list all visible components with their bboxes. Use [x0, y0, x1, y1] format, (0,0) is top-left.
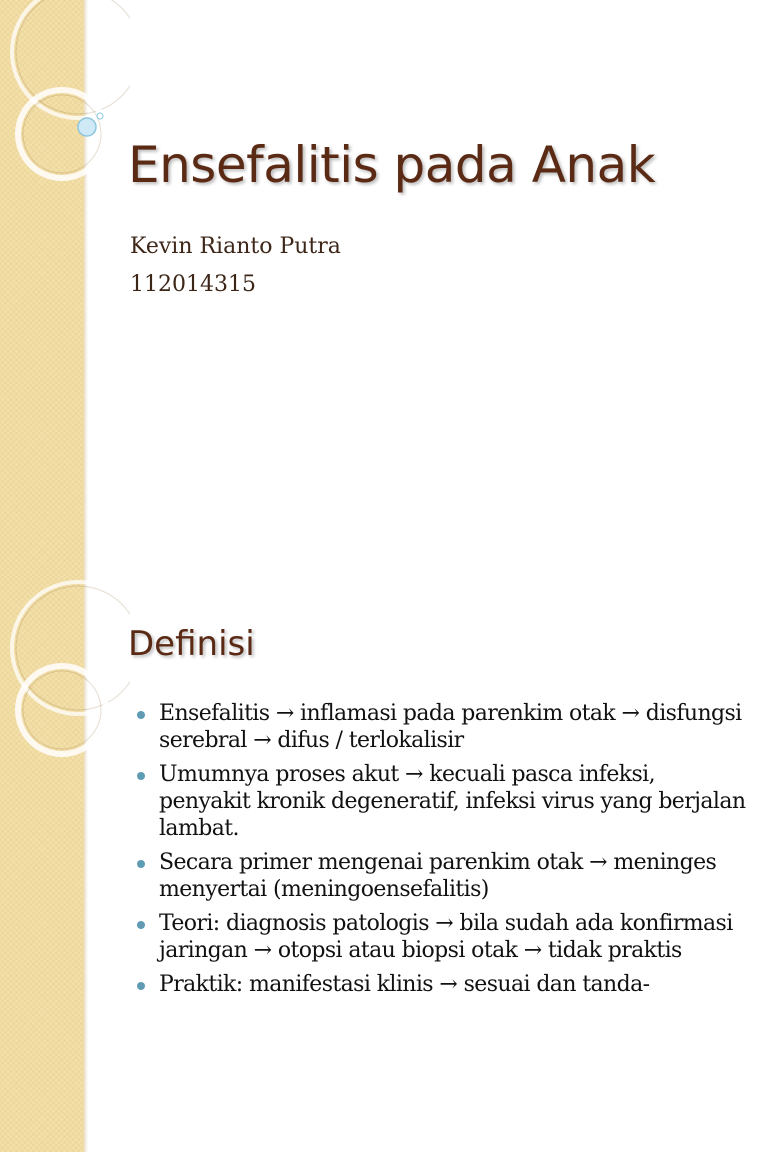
- bullet-text: Ensefalitis → inflamasi pada parenkim otak → disfungsi serebral → difus / terlokalisir: [159, 701, 742, 753]
- bullet-item: [130, 761, 750, 842]
- slide-title: Ensefalitis pada Anak: [128, 136, 656, 194]
- slide-heading: Definisi: [128, 624, 255, 664]
- decorative-rings-graphic: [0, 576, 130, 836]
- bullet-dot-icon: [137, 860, 145, 868]
- decorative-rings-graphic: [0, 0, 130, 260]
- bullet-text: Secara primer mengenai parenkim otak → meninges menyertai (meningoensefalitis): [159, 850, 717, 902]
- bullet-item: [130, 910, 750, 964]
- bullet-item: [130, 971, 750, 998]
- bullet-item: [130, 849, 750, 903]
- bullet-dot-icon: [137, 772, 145, 780]
- bullet-text: Teori: diagnosis patologis → bila sudah ada konfirmasi jaringan → otopsi atau biopsi otak → tidak praktis: [159, 911, 733, 963]
- bullet-dot-icon: [137, 921, 145, 929]
- bullet-dot-icon: [137, 982, 145, 990]
- definition-slide: [0, 576, 768, 1152]
- bullet-list: [130, 700, 750, 1005]
- presenter-id: 112014315: [130, 272, 256, 297]
- bullet-text: Umumnya proses akut → kecuali pasca infeksi, penyakit kronik degeneratif, infeksi virus yang berjalan lambat.: [159, 762, 746, 841]
- bullet-dot-icon: [137, 711, 145, 719]
- bullet-text: Praktik: manifestasi klinis → sesuai dan tanda-: [159, 972, 650, 997]
- presenter-name: Kevin Rianto Putra: [130, 234, 341, 259]
- bullet-item: [130, 700, 750, 754]
